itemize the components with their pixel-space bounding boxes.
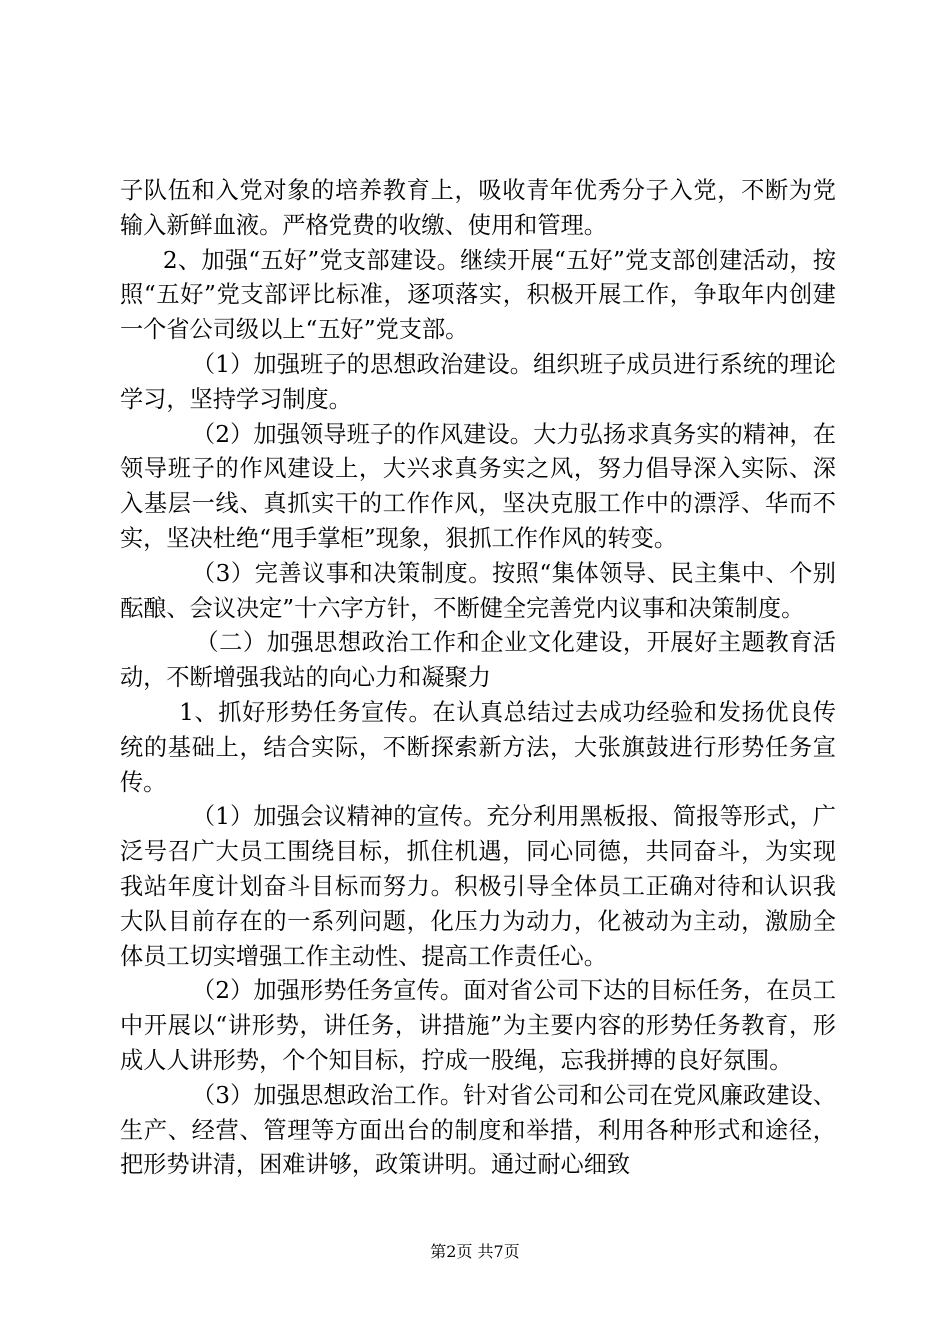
paragraph-continuation: 子队伍和入党对象的培养教育上，吸收青年优秀分子入党，不断为党输入新鲜血液。严格党费的收缴、使用和管理。 [120,177,836,239]
paragraph-item-1: 1、抓好形势任务宣传。在认真总结过去成功经验和发扬优良传统的基础上，结合实际，不断探索新方法，大张旗鼓进行形势任务宣传。 [120,698,836,796]
paragraph-subitem-3: （3）完善议事和决策制度。按照“集体领导、民主集中、个别酝酿、会议决定”十六字方针，不断健全完善党内议事和决策制度。 [120,559,836,622]
paragraph-subitem-1: （1）加强班子的思想政治建设。组织班子成员进行系统的理论学习，坚持学习制度。 [120,350,836,413]
paragraph-subitem-1b: （1）加强会议精神的宣传。充分利用黑板报、简报等形式，广泛号召广大员工围绕目标，抓住机遇，同心同德，共同奋斗，为实现我站年度计划奋斗目标而努力。积极引导全体员工正确对待和认识我大队目前存在的一系列问题，化压力为动力，化被动为主动，激励全体员工切实增强工作主动性、提高工作责任心。 [120,803,836,970]
paragraph-item-2: 2、加强“五好”党支部建设。继续开展“五好”党支部创建活动，按照“五好”党支部评比标准，逐项落实，积极开展工作，争取年内创建一个省公司级以上“五好”党支部。 [120,246,836,344]
section-heading-2: （二）加强思想政治工作和企业文化建设，开展好主题教育活动，不断增强我站的向心力和凝聚力 [120,629,836,692]
paragraph-subitem-3b: （3）加强思想政治工作。针对省公司和公司在党风廉政建设、生产、经营、管理等方面出台的制度和举措，利用各种形式和途径，把形势讲清，困难讲够，政策讲明。通过耐心细致 [120,1081,836,1179]
document-body [120,174,836,1183]
page-number-footer: 第2页 共7页 [430,1242,520,1261]
paragraph-subitem-2: （2）加强领导班子的作风建设。大力弘扬求真务实的精神，在领导班子的作风建设上，大兴求真务实之风，努力倡导深入实际、深入基层一线、真抓实干的工作作风，坚决克服工作中的漂浮、华而不实，坚决杜绝“甩手掌柜”现象，狠抓工作作风的转变。 [120,420,836,552]
paragraph-subitem-2b: （2）加强形势任务宣传。面对省公司下达的目标任务，在员工中开展以“讲形势，讲任务，讲措施”为主要内容的形势任务教育，形成人人讲形势，个个知目标，拧成一股绳，忘我拼搏的良好氛围。 [120,977,836,1074]
